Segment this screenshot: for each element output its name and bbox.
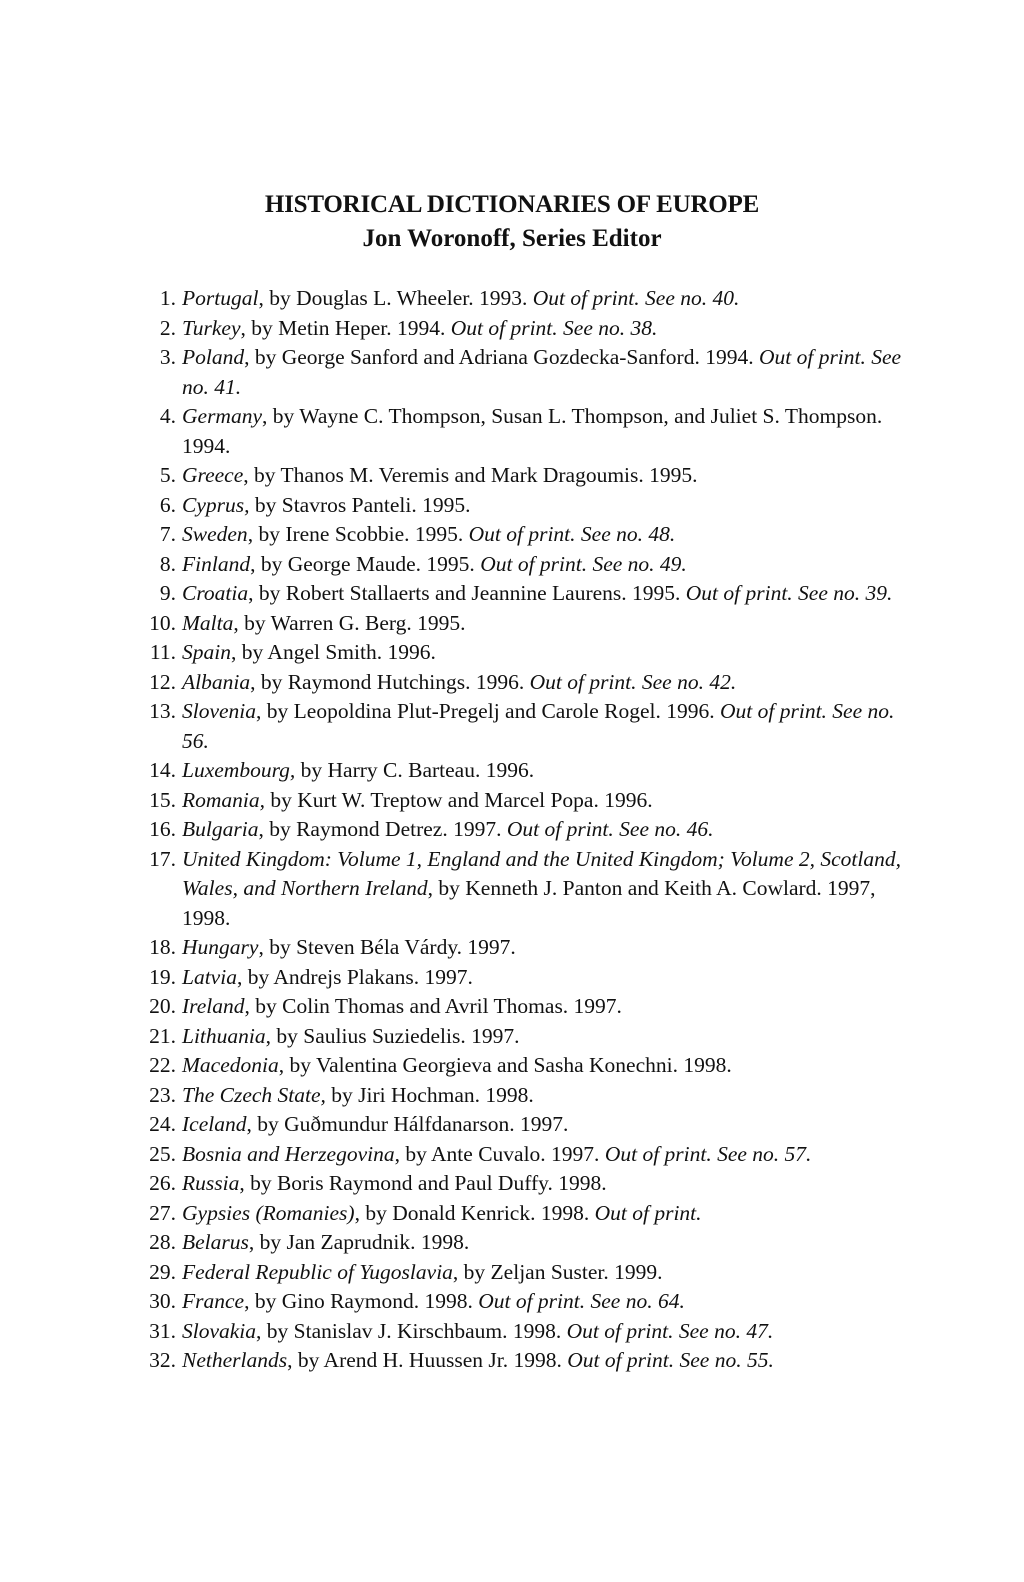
entry-number: 19. — [149, 964, 176, 989]
entry-text — [182, 461, 920, 491]
entry-number: 30. — [149, 1289, 176, 1313]
list-item — [120, 1287, 920, 1317]
list-item — [120, 520, 920, 550]
list-item — [120, 284, 920, 314]
list-item — [120, 1051, 920, 1081]
entry-text — [182, 284, 920, 314]
entry-text — [182, 638, 920, 668]
entry-text — [182, 992, 920, 1022]
entry-text — [182, 1051, 920, 1081]
entry-note: Out of print. See no. 57. — [604, 1141, 812, 1166]
entry-title: United Kingdom: Volume 1, England and the United Kingdom; Volume 2, Scotland, Wales, and Northern Ireland — [182, 846, 901, 900]
entry-text — [182, 579, 920, 609]
entry-details: , by Douglas L. Wheeler. 1993. — [258, 286, 533, 310]
entry-number: 24. — [149, 1112, 176, 1136]
list-item — [120, 786, 920, 816]
entry-number: 5. — [159, 463, 176, 487]
entry-text — [182, 520, 920, 550]
list-item — [120, 756, 920, 786]
entry-details: , by George Sanford and Adriana Gozdecka-Sanford. 1994. — [244, 345, 759, 369]
list-item — [120, 314, 920, 344]
entry-number: 8. — [159, 551, 176, 576]
entry-title: Greece — [182, 463, 244, 487]
entry-details: , by Steven Béla Várdy. 1997. — [258, 935, 516, 959]
entry-title: Gypsies (Romanies) — [182, 1200, 355, 1225]
list-item — [120, 963, 920, 993]
entry-title: Sweden — [182, 522, 248, 546]
entry-details: , by Boris Raymond and Paul Duffy. 1998. — [239, 1171, 607, 1195]
entry-number: 27. — [149, 1200, 176, 1225]
entry-number: 10. — [149, 610, 176, 635]
entry-note: Out of print. See no. 56. — [182, 699, 895, 753]
entry-title: Finland — [182, 551, 251, 576]
entry-note: Out of print. See no. 64. — [478, 1289, 685, 1313]
entry-title: Belarus — [182, 1230, 249, 1254]
entry-number: 16. — [149, 817, 176, 841]
entry-note: Out of print. — [594, 1200, 702, 1225]
entry-number: 22. — [149, 1053, 176, 1077]
entry-title: Germany — [182, 404, 263, 428]
list-item — [120, 609, 920, 639]
entry-text — [182, 402, 920, 461]
entry-details: by Kurt W. Treptow and Marcel Popa. 1996. — [265, 787, 653, 812]
entry-number: 13. — [149, 699, 176, 723]
entry-text — [182, 1346, 920, 1376]
list-item — [120, 638, 920, 668]
entry-title: Lithuania — [182, 1023, 266, 1048]
entry-number: 29. — [149, 1259, 176, 1284]
entry-title: Netherlands — [182, 1348, 288, 1372]
list-item — [120, 579, 920, 609]
list-item — [120, 402, 920, 461]
list-item — [120, 1022, 920, 1052]
entry-title: Ireland — [182, 994, 245, 1018]
entry-number: 9. — [159, 581, 176, 605]
entry-number: 2. — [159, 315, 176, 340]
entry-text — [182, 1317, 920, 1347]
entry-text — [182, 815, 920, 845]
entry-number: 20. — [149, 994, 176, 1018]
entry-text — [182, 845, 920, 934]
entry-details: , by Warren G. Berg. 1995. — [233, 610, 466, 635]
entry-number: 3. — [159, 345, 176, 369]
entry-details: , by Robert Stallaerts and Jeannine Laurens. 1995. — [248, 581, 686, 605]
entry-text — [182, 1022, 920, 1052]
entry-details: , by Jan Zaprudnik. 1998. — [248, 1230, 470, 1254]
entry-text — [182, 786, 920, 816]
entry-details: , by Gino Raymond. 1998. — [244, 1289, 479, 1313]
entry-text — [182, 697, 920, 756]
list-item — [120, 1140, 920, 1170]
entry-text — [182, 1258, 920, 1288]
entry-number: 6. — [159, 492, 176, 517]
list-item — [120, 815, 920, 845]
entry-title: Latvia — [182, 964, 237, 989]
entry-text — [182, 756, 920, 786]
entry-details: , by Colin Thomas and Avril Thomas. 1997. — [244, 994, 622, 1018]
entry-number: 31. — [149, 1318, 176, 1343]
entry-title: Croatia — [182, 581, 249, 605]
entry-title: Iceland — [182, 1112, 247, 1136]
entry-details: , by Wayne C. Thompson, Susan L. Thompson, and Juliet S. Thompson. 1994. — [182, 404, 883, 458]
entry-number: 17. — [149, 846, 176, 871]
entry-number: 11. — [149, 640, 176, 664]
entry-note: Out of print. See no. 55. — [567, 1348, 774, 1372]
entry-title: Cyprus, — [182, 492, 250, 517]
entry-details: , by Arend H. Huussen Jr. 1998. — [287, 1348, 568, 1372]
entry-text — [182, 1287, 920, 1317]
entry-details: , by Leopoldina Plut-Pregelj and Carole Rogel. 1996. — [256, 699, 721, 723]
entry-note: Out of print. See no. 47. — [566, 1318, 774, 1343]
entry-details: , by George Maude. 1995. — [250, 551, 481, 576]
entry-details: by Jiri Hochman. 1998. — [325, 1082, 534, 1107]
entry-text — [182, 1110, 920, 1140]
entry-title: Turkey — [182, 315, 241, 340]
list-item — [120, 668, 920, 698]
entry-number: 28. — [149, 1230, 176, 1254]
entry-number: 32. — [149, 1348, 176, 1372]
entry-number: 14. — [149, 758, 176, 782]
entry-number: 15. — [149, 787, 176, 812]
list-item — [120, 343, 920, 402]
entry-number: 1. — [159, 286, 176, 310]
entry-text — [182, 314, 920, 344]
dictionary-list — [120, 284, 920, 1376]
entry-text — [182, 343, 920, 402]
entry-number: 7. — [159, 522, 176, 546]
entry-note: Out of print. See no. 39. — [685, 581, 893, 605]
entry-text — [182, 933, 920, 963]
entry-details: by Harry C. Barteau. 1996. — [295, 758, 535, 782]
entry-title: Malta — [182, 610, 234, 635]
entry-title: Bosnia and Herzegovina — [182, 1141, 395, 1166]
entry-text — [182, 1081, 920, 1111]
entry-title: Federal Republic of Yugoslavia — [182, 1259, 453, 1284]
entry-text — [182, 668, 920, 698]
entry-note: Out of print. See no. 38. — [450, 315, 658, 340]
list-item — [120, 1228, 920, 1258]
list-item — [120, 461, 920, 491]
entry-details: , by Zeljan Suster. 1999. — [452, 1259, 663, 1284]
entry-title: The Czech State, — [182, 1082, 326, 1107]
entry-text — [182, 1169, 920, 1199]
entry-title: Luxembourg, — [182, 758, 296, 782]
entry-details: , by Metin Heper. 1994. — [240, 315, 451, 340]
entry-details: , by Angel Smith. 1996. — [230, 640, 436, 664]
entry-details: , by Stanislav J. Kirschbaum. 1998. — [256, 1318, 567, 1343]
entry-note: Out of print. See no. 48. — [468, 522, 676, 546]
entry-title: Slovakia — [182, 1318, 257, 1343]
list-item — [120, 992, 920, 1022]
list-item — [120, 697, 920, 756]
entry-text — [182, 1199, 920, 1229]
entry-text — [182, 550, 920, 580]
list-item — [120, 550, 920, 580]
entry-number: 26. — [149, 1171, 176, 1195]
entry-details: , by Valentina Georgieva and Sasha Konechni. 1998. — [278, 1053, 732, 1077]
entry-text — [182, 1228, 920, 1258]
list-item — [120, 1081, 920, 1111]
list-item — [120, 1169, 920, 1199]
entry-details: , by Andrejs Plakans. 1997. — [236, 964, 473, 989]
entry-number: 4. — [159, 404, 176, 428]
list-item — [120, 491, 920, 521]
entry-text — [182, 963, 920, 993]
entry-details: , by Guðmundur Hálfdanarson. 1997. — [246, 1112, 569, 1136]
entry-number: 21. — [149, 1023, 176, 1048]
entry-details: by Stavros Panteli. 1995. — [249, 492, 471, 517]
entry-note: Out of print. See no. 46. — [506, 817, 714, 841]
entry-note: Out of print. See no. 40. — [532, 286, 740, 310]
entry-details: , by Raymond Hutchings. 1996. — [250, 669, 530, 694]
entry-title: Poland — [182, 345, 245, 369]
list-item — [120, 845, 920, 934]
entry-title: Hungary — [182, 935, 259, 959]
entry-details: , by Saulius Suziedelis. 1997. — [265, 1023, 520, 1048]
entry-title: Macedonia — [182, 1053, 279, 1077]
list-item — [120, 1317, 920, 1347]
entry-details: , by Raymond Detrez. 1997. — [258, 817, 507, 841]
entry-note: Out of print. See no. 49. — [480, 551, 687, 576]
list-item — [120, 1199, 920, 1229]
entry-note: Out of print. See no. 42. — [529, 669, 737, 694]
page-heading — [0, 188, 1024, 256]
list-item — [120, 933, 920, 963]
entry-details: , by Ante Cuvalo. 1997. — [394, 1141, 605, 1166]
entry-text — [182, 609, 920, 639]
entry-title: Albania — [182, 669, 251, 694]
entry-title: Russia — [182, 1171, 240, 1195]
entry-number: 25. — [149, 1141, 176, 1166]
series-editor: Jon Woronoff, Series Editor — [362, 225, 662, 252]
entry-title: France — [182, 1289, 245, 1313]
entry-title: Bulgaria — [182, 817, 259, 841]
entry-text — [182, 491, 920, 521]
entry-number: 12. — [149, 669, 176, 694]
list-item — [120, 1110, 920, 1140]
series-title: HISTORICAL DICTIONARIES OF EUROPE — [264, 191, 760, 218]
entry-text — [182, 1140, 920, 1170]
entry-details: , by Donald Kenrick. 1998. — [354, 1200, 595, 1225]
entry-details: , by Kenneth J. Panton and Keith A. Cowlard. 1997, 1998. — [182, 876, 876, 930]
entry-title: Romania, — [182, 787, 266, 812]
entry-title: Slovenia — [182, 699, 257, 723]
entry-note: Out of print. See no. 41. — [182, 345, 902, 399]
entry-title: Portugal — [182, 286, 259, 310]
entry-details: , by Irene Scobbie. 1995. — [247, 522, 469, 546]
list-item — [120, 1346, 920, 1376]
list-item — [120, 1258, 920, 1288]
entry-number: 18. — [149, 935, 176, 959]
entry-number: 23. — [149, 1082, 176, 1107]
entry-details: , by Thanos M. Veremis and Mark Dragoumis. 1995. — [243, 463, 698, 487]
entry-title: Spain — [182, 640, 231, 664]
